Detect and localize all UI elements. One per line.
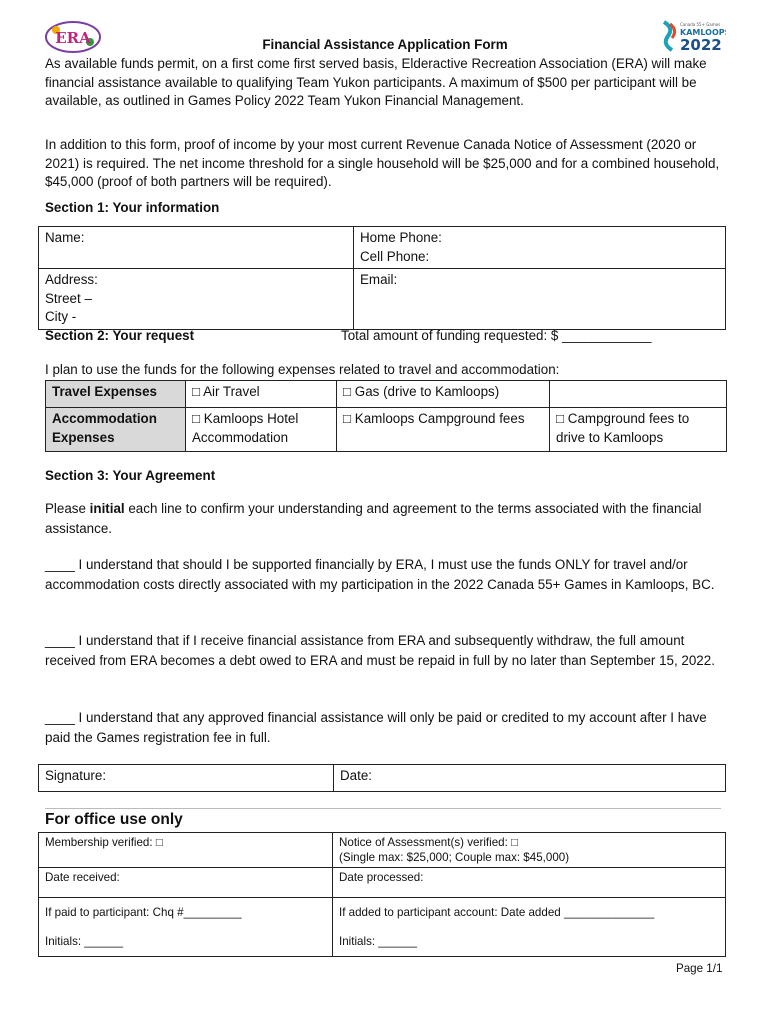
- divider: [45, 808, 721, 809]
- section2-heading: Section 2: Your request: [45, 328, 195, 343]
- expenses-table: [45, 380, 727, 452]
- signature-label: Signature:: [45, 768, 107, 783]
- expenses-intro: I plan to use the funds for the following expenses related to travel and accommodation:: [45, 362, 560, 377]
- date-label: Date:: [340, 768, 373, 783]
- campground-drive-checkbox[interactable]: □ Campground fees to drive to Kamloops: [550, 408, 727, 452]
- campground-checkbox[interactable]: □ Kamloops Campground fees: [337, 408, 550, 452]
- noa-note: (Single max: $25,000; Couple max: $45,000): [339, 851, 570, 864]
- form-title: Financial Assistance Application Form: [262, 37, 508, 52]
- city-label: City -: [45, 309, 77, 324]
- travel-expenses-label: Travel Expenses: [46, 381, 186, 408]
- date-received[interactable]: Date received:: [39, 868, 333, 898]
- agreement-text-1: I understand that should I be supported financially by ERA, I must use the funds ONLY for travel and/or accommodation costs directly associated with my participation in the 2022 Canada 55+ Games in Kamloops, BC.: [45, 557, 715, 592]
- date-field[interactable]: [334, 765, 726, 792]
- name-field[interactable]: [39, 227, 354, 269]
- agreement-item-3: [45, 708, 730, 748]
- office-table: [38, 832, 726, 957]
- instruction-pre: Please: [45, 501, 90, 516]
- added-account-cell[interactable]: [333, 898, 726, 957]
- added-account: If added to participant account: Date added ______________: [339, 906, 655, 919]
- empty-cell: [550, 381, 727, 408]
- initial-blank-2[interactable]: ____: [45, 633, 75, 648]
- phone-field[interactable]: [354, 227, 726, 269]
- section3-heading: Section 3: Your Agreement: [45, 468, 216, 483]
- agreement-instruction: [45, 499, 730, 538]
- membership-verified[interactable]: Membership verified: □: [39, 833, 333, 868]
- accommodation-expenses-label: Accommodation Expenses: [46, 408, 186, 452]
- agreement-item-1: [45, 555, 730, 595]
- instruction-post: each line to confirm your understanding and agreement to the terms associated with the financial assistance.: [45, 501, 702, 536]
- paid-participant-cell[interactable]: [39, 898, 333, 957]
- section1-heading: Section 1: Your information: [45, 200, 220, 215]
- paid-participant: If paid to participant: Chq #_________: [45, 906, 242, 919]
- signature-table: [38, 764, 726, 792]
- street-label: Street –: [45, 290, 92, 306]
- agreement-item-2: [45, 631, 730, 671]
- agreement-text-2: I understand that if I receive financial assistance from ERA and subsequently withdraw, the full amount received from ERA becomes a debt owed to ERA and must be repaid in full by no later than September 15, 2022.: [45, 633, 715, 668]
- noa-label: Notice of Assessment(s) verified: □: [339, 836, 519, 849]
- funding-amount-field[interactable]: Total amount of funding requested: $ ____________: [341, 328, 652, 343]
- intro-paragraph-1: As available funds permit, on a first come first served basis, Elderactive Recreation Association (ERA) will make financial assistance available to qualifying Team Yukon participants. A maximum of $500 per participant will be available, as outlined in Games Policy 2022 Team Yukon Financial Management.: [45, 56, 707, 108]
- agreement-text-3: I understand that any approved financial assistance will only be paid or credited to my account after I have paid the Games registration fee in full.: [45, 710, 707, 745]
- email-field[interactable]: [354, 269, 726, 330]
- initial-blank-3[interactable]: ____: [45, 710, 75, 725]
- intro-paragraph-2: In addition to this form, proof of income by your most current Revenue Canada Notice of Assessment (2020 or 2021) is required. The net income threshold for a single household will be $25,000 and for a combined household, $45,000 (proof of both partners will be required).: [45, 137, 720, 189]
- office-heading: For office use only: [45, 811, 183, 828]
- cell-phone-label: Cell Phone:: [360, 248, 430, 264]
- games-logo-year: 2022: [680, 36, 722, 54]
- noa-verified[interactable]: [333, 833, 726, 868]
- era-logo-text: ERA: [55, 29, 91, 47]
- games-logo-small: Canada 55+ Games: [680, 22, 721, 27]
- home-phone-label: Home Phone:: [360, 230, 442, 245]
- email-label: Email:: [360, 272, 398, 287]
- name-label: Name:: [45, 230, 85, 245]
- initials-1: Initials: ______: [45, 935, 123, 948]
- gas-checkbox[interactable]: □ Gas (drive to Kamloops): [337, 381, 550, 408]
- page-number: Page 1/1: [676, 962, 723, 975]
- games-logo-city: KAMLOOPS: [680, 28, 726, 37]
- initials-2: Initials: ______: [339, 935, 417, 948]
- address-label: Address:: [45, 272, 98, 287]
- date-processed[interactable]: Date processed:: [333, 868, 726, 898]
- hotel-checkbox[interactable]: □ Kamloops Hotel Accommodation: [186, 408, 337, 452]
- initial-blank-1[interactable]: ____: [45, 557, 75, 572]
- address-field[interactable]: [39, 269, 354, 330]
- info-table: [38, 226, 726, 330]
- air-travel-checkbox[interactable]: □ Air Travel: [186, 381, 337, 408]
- signature-field[interactable]: [39, 765, 334, 792]
- instruction-bold: initial: [89, 501, 125, 516]
